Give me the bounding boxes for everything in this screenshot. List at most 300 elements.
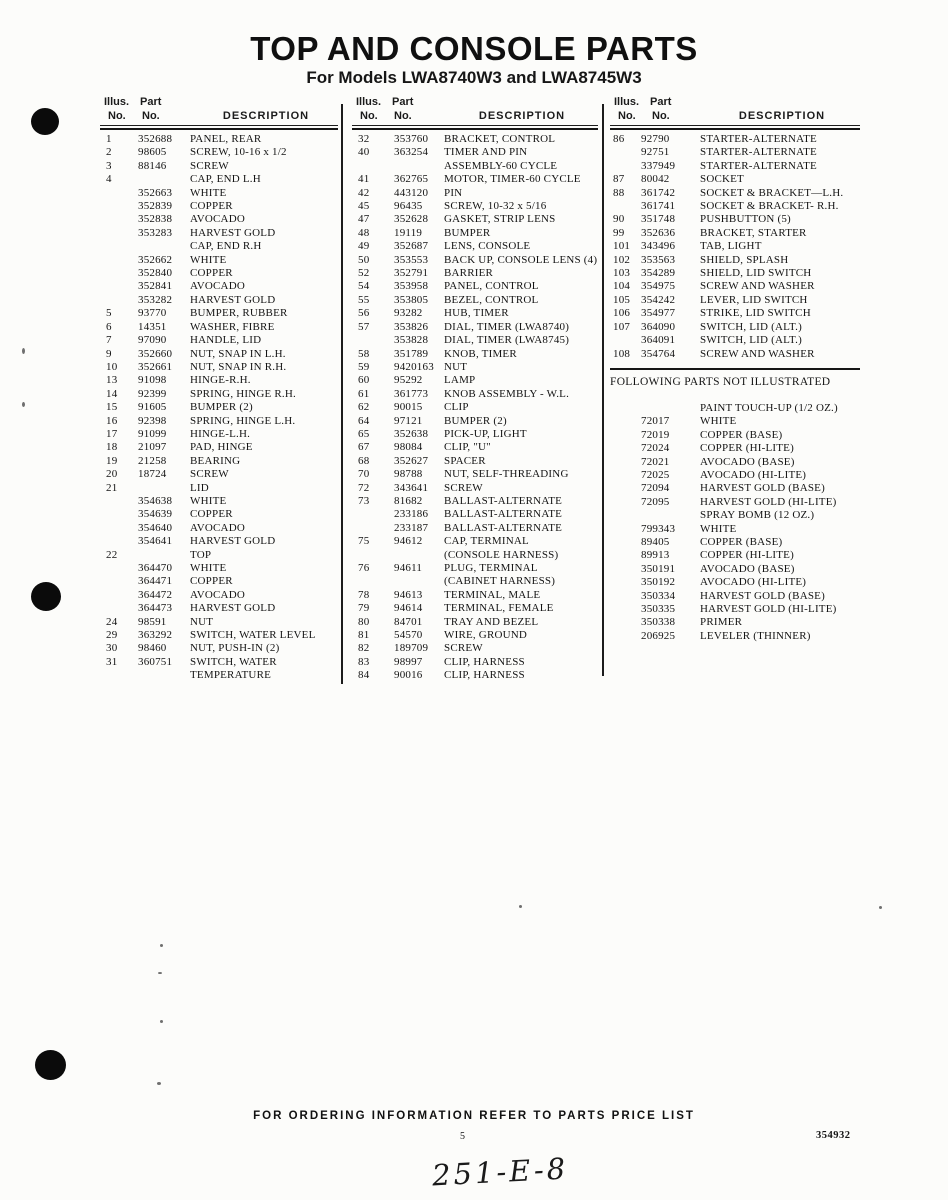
table-row — [610, 173, 860, 186]
cell-desc: COPPER — [190, 508, 233, 521]
cell-desc: LAMP — [444, 374, 476, 387]
table-row — [352, 562, 598, 575]
table-row — [100, 213, 338, 226]
table-row — [610, 321, 860, 334]
header-part-label: Part — [392, 96, 414, 108]
table-row — [352, 133, 598, 146]
cell-desc: SCREW — [190, 159, 229, 172]
table-row — [610, 536, 860, 549]
cell-illus — [100, 495, 138, 508]
cell-illus: 73 — [358, 494, 370, 507]
table-row — [610, 133, 860, 146]
table-row — [100, 455, 338, 468]
cell-part: 352841 — [138, 280, 173, 293]
cell-illus: 13 — [106, 374, 118, 387]
cell-part: 353805 — [394, 293, 429, 306]
cell-part: 94613 — [394, 588, 423, 601]
table-row — [352, 482, 598, 495]
cell-desc: TEMPERATURE — [190, 669, 272, 682]
cell-desc: AVOCADO — [190, 521, 245, 534]
cell-illus — [100, 294, 138, 307]
table-row — [610, 213, 860, 226]
table-row — [100, 616, 338, 629]
cell-desc: BEZEL, CONTROL — [444, 293, 539, 306]
cell-illus: 103 — [613, 267, 631, 280]
cell-desc: SWITCH, WATER — [190, 655, 277, 668]
table-row — [610, 616, 860, 629]
table-row — [610, 280, 860, 293]
cell-illus — [610, 402, 641, 415]
cell-desc: SWITCH, LID (ALT.) — [700, 320, 802, 333]
cell-illus: 32 — [358, 133, 370, 145]
table-row — [100, 187, 338, 200]
table-row — [100, 334, 338, 347]
cell-illus: 86 — [613, 133, 625, 145]
cell-illus: 57 — [358, 320, 370, 333]
cell-illus: 101 — [613, 240, 631, 253]
cell-part: 98591 — [138, 615, 167, 628]
cell-part: 354764 — [641, 347, 676, 360]
table-row — [352, 522, 598, 535]
cell-illus: 65 — [358, 427, 370, 440]
header-description-label: DESCRIPTION — [738, 110, 826, 122]
cell-part: 799343 — [641, 522, 676, 535]
cell-desc: TAB, LIGHT — [700, 240, 762, 253]
table-row — [352, 200, 598, 213]
cell-part: 354639 — [138, 508, 173, 521]
cell-desc: HANDLE, LID — [190, 334, 262, 347]
table-row — [352, 280, 598, 293]
cell-illus — [100, 522, 138, 535]
cell-desc: PANEL, CONTROL — [444, 280, 539, 293]
cell-part — [138, 482, 190, 495]
header-no-label: No. — [108, 110, 126, 122]
cell-part: 89913 — [641, 549, 670, 562]
table-row — [100, 589, 338, 602]
cell-desc: WHITE — [190, 562, 227, 574]
cell-part — [394, 160, 444, 173]
cell-illus: 58 — [358, 347, 370, 360]
cell-part — [138, 240, 190, 253]
cell-illus: 90 — [613, 213, 625, 226]
cell-illus: 83 — [358, 655, 370, 668]
cell-desc: SCREW, 10-32 x 5/16 — [444, 200, 547, 213]
cell-illus — [352, 334, 394, 347]
cell-illus — [610, 415, 641, 428]
cell-desc: BALLAST-ALTERNATE — [444, 494, 563, 507]
cell-illus — [100, 508, 138, 521]
table-row — [352, 669, 598, 682]
cell-desc: SCREW AND WASHER — [700, 347, 815, 360]
cell-illus: 6 — [106, 320, 112, 333]
cell-illus: 104 — [613, 280, 631, 293]
header-part-label: Part — [650, 96, 672, 108]
table-row — [610, 146, 860, 159]
header-rule — [610, 128, 860, 130]
hole-punch-mark — [31, 582, 61, 611]
cell-illus: 68 — [358, 454, 370, 467]
table-row — [100, 254, 338, 267]
cell-illus — [100, 575, 138, 588]
cell-illus: 2 — [106, 146, 112, 159]
table-row — [100, 321, 338, 334]
cell-part: 81682 — [394, 494, 423, 507]
cell-part: 363254 — [394, 146, 429, 159]
cell-desc: NUT — [444, 360, 468, 373]
table-row — [352, 173, 598, 186]
cell-illus: 40 — [358, 146, 370, 159]
cell-desc: PLUG, TERMINAL — [444, 562, 538, 574]
cell-desc: TOP — [190, 548, 212, 561]
cell-illus: 10 — [106, 360, 118, 373]
cell-desc: KNOB ASSEMBLY - W.L. — [444, 387, 570, 400]
table-row — [100, 522, 338, 535]
table-row — [352, 656, 598, 669]
cell-part: 353958 — [394, 280, 429, 293]
table-row — [610, 160, 860, 173]
cell-illus — [352, 160, 394, 173]
cell-part: 350192 — [641, 576, 676, 589]
cell-desc: HARVEST GOLD (HI-LITE) — [700, 495, 837, 508]
cell-part: 98460 — [138, 642, 167, 655]
cell-illus: 19 — [106, 454, 118, 467]
cell-desc: AVOCADO (HI-LITE) — [700, 576, 807, 589]
cell-desc: NUT, SNAP IN L.H. — [190, 347, 286, 360]
table-row — [610, 442, 860, 455]
cell-illus — [610, 456, 641, 469]
cell-illus — [610, 160, 641, 173]
cell-illus: 30 — [106, 642, 118, 655]
cell-desc: BACK UP, CONSOLE LENS (4) — [444, 253, 598, 266]
cell-desc: KNOB, TIMER — [444, 347, 517, 360]
cell-desc: AVOCADO — [190, 588, 245, 601]
table-row — [352, 388, 598, 401]
cell-part: 92790 — [641, 133, 670, 145]
table-row — [100, 656, 338, 669]
header-rule — [100, 128, 338, 130]
cell-desc: CLIP, "U" — [444, 441, 491, 454]
cell-desc: CAP, TERMINAL — [444, 535, 529, 548]
scan-speck — [157, 1082, 161, 1085]
cell-desc: AVOCADO — [190, 213, 245, 226]
cell-part: 350338 — [641, 616, 676, 629]
cell-part: 21258 — [138, 454, 167, 467]
cell-part: 72095 — [641, 495, 670, 508]
cell-part: 361773 — [394, 387, 429, 400]
table-row — [100, 307, 338, 320]
cell-desc: STARTER-ALTERNATE — [700, 159, 817, 172]
cell-desc: SWITCH, LID (ALT.) — [700, 334, 802, 347]
cell-desc: PAINT TOUCH-UP (1/2 OZ.) — [700, 401, 838, 414]
header-rule — [352, 125, 598, 126]
cell-part — [138, 549, 190, 562]
cell-desc: COPPER — [190, 200, 233, 213]
cell-part: 362765 — [394, 173, 429, 186]
table-row — [610, 415, 860, 428]
table-row — [610, 630, 860, 643]
cell-part: 19119 — [394, 226, 423, 239]
table-row — [100, 294, 338, 307]
parts-table — [352, 133, 598, 683]
cell-illus — [610, 576, 641, 589]
table-row — [352, 321, 598, 334]
header-illus-label: Illus. — [104, 96, 130, 108]
cell-desc: HARVEST GOLD (HI-LITE) — [700, 603, 837, 615]
cell-part: 91605 — [138, 401, 167, 414]
table-row — [352, 441, 598, 454]
cell-part: 353826 — [394, 320, 429, 333]
cell-part: 93770 — [138, 307, 167, 320]
cell-illus: 9 — [106, 347, 112, 360]
cell-illus: 108 — [613, 347, 631, 360]
cell-desc: COPPER (BASE) — [700, 535, 783, 548]
cell-part: 96435 — [394, 200, 423, 213]
cell-illus: 64 — [358, 414, 370, 427]
cell-desc: CAP, END R.H — [190, 240, 262, 253]
section-divider-rule — [610, 368, 860, 370]
cell-illus: 42 — [358, 186, 370, 199]
cell-desc: HARVEST GOLD — [190, 602, 276, 615]
cell-desc: COPPER (BASE) — [700, 428, 783, 441]
table-row — [610, 563, 860, 576]
cell-desc: SHIELD, SPLASH — [700, 253, 789, 266]
cell-part: 72094 — [641, 482, 670, 495]
table-row — [352, 374, 598, 387]
cell-desc: BUMPER (2) — [444, 414, 507, 427]
hole-punch-mark — [31, 108, 59, 135]
cell-part: 72025 — [641, 468, 670, 481]
cell-illus: 60 — [358, 374, 370, 387]
table-row — [100, 642, 338, 655]
cell-part — [394, 575, 444, 588]
table-row — [352, 629, 598, 642]
table-row — [352, 187, 598, 200]
table-row — [100, 401, 338, 414]
cell-desc: BUMPER (2) — [190, 401, 253, 414]
cell-illus: 75 — [358, 535, 370, 548]
cell-illus: 54 — [358, 280, 370, 293]
document-number: 354932 — [816, 1130, 851, 1141]
page-subtitle: For Models LWA8740W3 and LWA8745W3 — [306, 68, 642, 87]
cell-illus — [610, 630, 641, 643]
table-row — [100, 415, 338, 428]
cell-illus — [100, 200, 138, 213]
cell-desc: HARVEST GOLD — [190, 535, 276, 548]
cell-illus: 82 — [358, 642, 370, 655]
table-row — [610, 509, 860, 522]
cell-desc: STARTER-ALTERNATE — [700, 146, 817, 159]
cell-part: 90015 — [394, 401, 423, 414]
cell-part: 354975 — [641, 280, 676, 293]
cell-part: 354640 — [138, 521, 173, 534]
table-row — [610, 482, 860, 495]
cell-part: 364470 — [138, 562, 173, 574]
header-illus-label: Illus. — [614, 96, 640, 108]
cell-part: 352638 — [394, 427, 429, 440]
cell-illus — [610, 200, 641, 213]
cell-part: 72017 — [641, 415, 670, 428]
header-rule — [100, 125, 338, 126]
cell-illus — [100, 254, 138, 267]
cell-illus — [610, 482, 641, 495]
cell-desc: DIAL, TIMER (LWA8745) — [444, 334, 570, 347]
cell-desc: SCREW — [444, 481, 483, 494]
ordering-note: FOR ORDERING INFORMATION REFER TO PARTS PRICE LIST — [253, 1110, 695, 1122]
cell-illus: 16 — [106, 414, 118, 427]
cell-desc: LEVELER (THINNER) — [700, 629, 811, 642]
cell-illus: 79 — [358, 602, 370, 615]
cell-part: 352839 — [138, 200, 173, 213]
cell-part: 352636 — [641, 226, 676, 239]
cell-part: 443120 — [394, 186, 429, 199]
column-header — [352, 95, 598, 130]
cell-part — [641, 402, 700, 415]
cell-desc: (CONSOLE HARNESS) — [444, 548, 559, 561]
cell-desc: PUSHBUTTON (5) — [700, 213, 791, 226]
cell-illus — [100, 213, 138, 226]
cell-illus: 105 — [613, 293, 631, 306]
page-number: 5 — [460, 1131, 465, 1142]
cell-desc: COPPER (HI-LITE) — [700, 442, 794, 455]
table-row — [610, 402, 860, 415]
cell-part: 233186 — [394, 508, 429, 521]
cell-illus — [610, 616, 641, 629]
cell-desc: WHITE — [700, 522, 737, 535]
cell-part: 353282 — [138, 293, 173, 306]
cell-illus: 29 — [106, 629, 118, 642]
cell-desc: SPRING, HINGE L.H. — [190, 414, 296, 427]
table-row — [100, 173, 338, 186]
cell-part: 352661 — [138, 360, 173, 373]
cell-desc: PIN — [444, 186, 463, 199]
cell-desc: HINGE-L.H. — [190, 427, 251, 440]
parts-column-2 — [352, 95, 598, 683]
cell-part: 92751 — [641, 146, 670, 159]
cell-part: 361741 — [641, 200, 676, 213]
cell-part: 350191 — [641, 562, 676, 575]
table-row — [352, 602, 598, 615]
table-row — [352, 294, 598, 307]
cell-part: 95292 — [394, 374, 423, 387]
cell-illus — [100, 240, 138, 253]
not-illustrated-heading: FOLLOWING PARTS NOT ILLUSTRATED — [610, 375, 831, 388]
cell-part: 350334 — [641, 589, 676, 602]
cell-illus: 17 — [106, 427, 118, 440]
cell-part: 354638 — [138, 494, 173, 507]
table-row — [100, 441, 338, 454]
cell-part: 189709 — [394, 642, 429, 655]
table-row — [610, 307, 860, 320]
cell-illus — [610, 536, 641, 549]
cell-desc: WIRE, GROUND — [444, 629, 528, 642]
table-row — [352, 495, 598, 508]
cell-desc: SCREW AND WASHER — [700, 280, 815, 293]
cell-illus: 14 — [106, 387, 118, 400]
cell-illus — [610, 496, 641, 509]
cell-part: 206925 — [641, 629, 676, 642]
table-row — [352, 616, 598, 629]
cell-illus: 4 — [106, 173, 112, 186]
cell-part: 84701 — [394, 615, 423, 628]
cell-desc: NUT, PUSH-IN (2) — [190, 642, 280, 655]
cell-illus: 1 — [106, 133, 112, 145]
cell-illus: 50 — [358, 253, 370, 266]
cell-part: 354242 — [641, 293, 676, 306]
table-row — [100, 227, 338, 240]
cell-desc: WHITE — [700, 415, 737, 428]
cell-illus: 48 — [358, 226, 370, 239]
cell-part: 361742 — [641, 186, 676, 199]
cell-illus: 22 — [106, 548, 118, 561]
cell-part — [138, 173, 190, 186]
cell-illus — [352, 508, 394, 521]
cell-desc: BUMPER — [444, 226, 491, 239]
cell-illus — [610, 469, 641, 482]
cell-illus — [610, 590, 641, 603]
cell-part: 351789 — [394, 347, 429, 360]
table-row — [610, 469, 860, 482]
table-row — [352, 428, 598, 441]
table-row — [610, 294, 860, 307]
header-rule — [352, 128, 598, 130]
table-row — [352, 415, 598, 428]
table-row — [352, 468, 598, 481]
cell-desc: TERMINAL, MALE — [444, 588, 541, 601]
header-part-label: Part — [140, 96, 162, 108]
parts-column-3 — [610, 95, 860, 643]
cell-part: 364091 — [641, 334, 676, 347]
table-row — [100, 575, 338, 588]
cell-illus: 5 — [106, 307, 112, 320]
cell-illus: 45 — [358, 200, 370, 213]
header-no-label: No. — [142, 110, 160, 122]
cell-desc: AVOCADO (HI-LITE) — [700, 468, 807, 481]
cell-part: 353828 — [394, 334, 429, 347]
cell-desc: WHITE — [190, 186, 227, 199]
header-no-label: No. — [652, 110, 670, 122]
cell-illus: 49 — [358, 240, 370, 253]
cell-desc: WHITE — [190, 494, 227, 507]
page-title: TOP AND CONSOLE PARTS — [250, 30, 698, 67]
cell-illus — [610, 334, 641, 347]
cell-part: 92399 — [138, 387, 167, 400]
cell-desc: SOCKET — [700, 173, 744, 186]
table-row — [352, 455, 598, 468]
cell-part: 97121 — [394, 414, 423, 427]
cell-illus — [610, 563, 641, 576]
cell-desc: HARVEST GOLD (BASE) — [700, 589, 825, 602]
cell-illus: 84 — [358, 669, 370, 682]
table-row — [352, 361, 598, 374]
cell-part: 94612 — [394, 535, 423, 548]
cell-desc: BRACKET, STARTER — [700, 226, 807, 239]
cell-part: 354289 — [641, 267, 676, 280]
table-row — [100, 468, 338, 481]
cell-desc: CAP, END L.H — [190, 173, 261, 186]
cell-desc: CLIP, HARNESS — [444, 655, 525, 668]
cell-illus — [100, 669, 138, 682]
table-row — [100, 482, 338, 495]
cell-desc: (CABINET HARNESS) — [444, 575, 556, 588]
table-row — [100, 669, 338, 682]
cell-illus — [610, 509, 641, 522]
table-row — [100, 374, 338, 387]
cell-desc: HARVEST GOLD (BASE) — [700, 482, 825, 495]
cell-part: 352627 — [394, 454, 429, 467]
cell-part: 352688 — [138, 133, 173, 145]
cell-part: 354641 — [138, 535, 173, 548]
table-row — [610, 456, 860, 469]
